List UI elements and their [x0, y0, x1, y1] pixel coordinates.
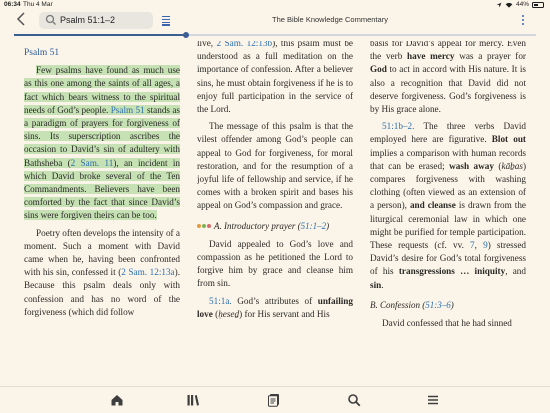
- body-text: (: [212, 308, 219, 319]
- reading-progress-bar[interactable]: [14, 34, 536, 36]
- body-paragraph[interactable]: The message of this psalm is that the vilest offender among God’s people can appeal to God for forgiveness, for moral restoration, and for the resumption of a joyful life of fellowship and service, if he comes with a broken spirit and bases his appeal on God’s compassion and grace.: [197, 121, 353, 211]
- hebrew-term: ḥeseḏ: [218, 308, 240, 319]
- bold-term: wash away: [449, 160, 494, 171]
- bold-term: have mercy: [407, 51, 455, 62]
- body-paragraph[interactable]: [197, 295, 353, 321]
- body-text: The three verbs David employed here are figurative.: [370, 121, 526, 145]
- scripture-link[interactable]: 2 Sam. 12:13b: [216, 41, 273, 48]
- section-markers-icon: [197, 224, 211, 228]
- wifi-icon: [505, 2, 513, 8]
- bold-term: unfailing love: [197, 295, 353, 319]
- reading-icon: [267, 393, 281, 407]
- chevron-left-icon: [16, 12, 26, 26]
- scripture-link[interactable]: 2 Sam. 11: [70, 157, 114, 168]
- battery-percent: 44%: [515, 1, 529, 8]
- book-title: The Bible Knowledge Commentary: [272, 15, 388, 24]
- body-paragraph[interactable]: David appealed to God’s love and compassion as he petitioned the Lord to forgive him by grace and cleanse him from sin.: [197, 238, 353, 289]
- reading-progress-handle[interactable]: [183, 32, 189, 38]
- psalm-heading: Psalm 51: [24, 48, 60, 58]
- reference-search-box[interactable]: [39, 12, 153, 29]
- bold-term: and cleanse: [409, 200, 456, 211]
- body-paragraph[interactable]: [24, 227, 180, 319]
- bold-term: Blot out: [491, 134, 526, 145]
- table-of-contents-icon[interactable]: [162, 16, 170, 25]
- search-icon: [45, 14, 57, 26]
- bold-term: transgressions … iniquity: [398, 266, 506, 277]
- highlighted-text: stands as a paradigm of prayers for forgiveness of sins. Its superscription ascribes the occasion to David’s sin of adultery with Bathsheba (: [24, 104, 180, 168]
- body-text: ) stressed David’s desire for God’s total forgiveness of his: [370, 240, 526, 277]
- body-text: , and: [505, 266, 526, 277]
- body-text: ,: [474, 240, 484, 251]
- status-time: 06:34: [4, 1, 21, 8]
- back-button[interactable]: [16, 12, 32, 30]
- scripture-link[interactable]: Psalm 51: [110, 104, 145, 115]
- library-button[interactable]: [186, 393, 200, 407]
- body-text: .: [381, 279, 384, 290]
- body-text: ). Because this psalm deals only with confession and has no word of the forgiveness (which did follow: [24, 267, 180, 317]
- home-button[interactable]: [110, 393, 124, 407]
- body-text: ), this psalm must be understood as a full meditation on the importance of confession. After a believer sins, he must obtain forgiveness if he is to enjoy full participation in the service of the Lord.: [197, 41, 353, 115]
- body-text: is drawn from the liturgical ceremonial law in which one might be purified for temple participation. These requests (cf. vv.: [370, 200, 526, 251]
- status-bar: [0, 0, 550, 10]
- body-text: to act in accord with His nature. It is also a recognition that David did not deserve forgiveness. God’s forgiveness is by His grace alone.: [370, 64, 526, 115]
- bottom-navigation: [0, 386, 550, 413]
- search-button[interactable]: [347, 393, 361, 407]
- bold-term: God: [370, 64, 387, 75]
- search-icon: [347, 393, 361, 407]
- highlighted-text: Few psalms have found as much use as this one among the saints of all ages, a fact which bears witness to the spiritual needs of God’s people.: [24, 65, 180, 115]
- body-text: (: [493, 160, 502, 171]
- status-right: [496, 1, 544, 8]
- menu-icon: [426, 393, 440, 407]
- library-icon: [186, 393, 200, 407]
- reading-progress-fill: [14, 34, 186, 36]
- intro-paragraph[interactable]: [24, 64, 180, 222]
- scripture-link[interactable]: 2 Sam. 12:13a: [121, 267, 175, 278]
- bold-term: sin: [370, 279, 382, 290]
- body-paragraph[interactable]: [370, 41, 526, 116]
- toolbar: [0, 10, 550, 34]
- home-icon: [110, 393, 124, 407]
- verse-link[interactable]: 7: [470, 240, 475, 251]
- text-column-3: [370, 41, 526, 371]
- body-text: ) for His servant and His: [239, 308, 330, 319]
- more-options-icon[interactable]: [522, 15, 526, 27]
- reference-text: Psalm 51:1–2: [60, 15, 116, 25]
- scripture-link[interactable]: 51:1–2: [300, 220, 327, 231]
- section-title: B. Confession (: [370, 299, 426, 310]
- hebrew-term: kāḇas: [501, 160, 523, 171]
- battery-icon: [532, 2, 544, 8]
- body-text: God’s attributes of: [231, 295, 318, 306]
- menu-button[interactable]: [426, 393, 440, 407]
- section-title: A. Introductory prayer (: [214, 220, 301, 231]
- scripture-link[interactable]: 51:3–6: [425, 299, 451, 310]
- body-text: was a prayer for: [454, 51, 526, 62]
- status-date: Thu 4 Mar: [23, 1, 53, 8]
- body-text: ) compares forgiveness with washing clothing (often viewed as an extension of a person),: [370, 160, 526, 211]
- location-icon: [496, 2, 502, 8]
- body-text: live,: [197, 41, 217, 48]
- text-column-1: [24, 41, 180, 371]
- body-text: implies a comparison with human records that can be erased;: [370, 147, 526, 171]
- verse-link[interactable]: 51:1a.: [209, 295, 232, 306]
- text-column-2: [197, 41, 353, 371]
- verse-link[interactable]: 9: [483, 240, 488, 251]
- reading-button[interactable]: [267, 393, 281, 407]
- body-text: basis for David’s appeal for mercy. Even the verb: [370, 41, 526, 62]
- body-paragraph[interactable]: David confessed that he had sinned: [382, 318, 512, 329]
- highlighted-text: ), an incident in which David broke several of the Ten Commandments. Believers have been comforted by the fact that since David’s sins were forgiven theirs can be too.: [24, 157, 180, 221]
- section-heading-b[interactable]: [370, 299, 526, 312]
- body-paragraph[interactable]: [197, 41, 353, 116]
- section-heading-a[interactable]: [197, 220, 353, 233]
- section-title-end: ): [450, 299, 454, 310]
- body-text: Poetry often develops the intensity of a moment. Such a moment with David came when he, having been confronted with his sin, confessed it (: [24, 227, 180, 278]
- body-paragraph[interactable]: [370, 120, 526, 292]
- verse-link[interactable]: 51:1b–2.: [382, 121, 415, 132]
- section-title-end: ): [326, 220, 330, 231]
